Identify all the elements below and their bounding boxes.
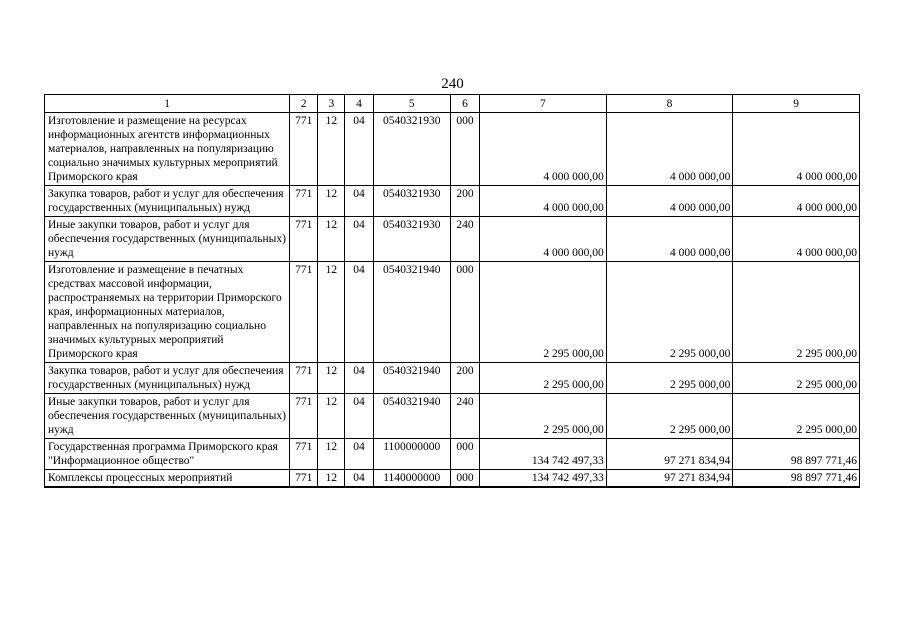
target-article-code: 0540321930	[373, 186, 450, 217]
table-row	[45, 113, 860, 186]
row-description: Изготовление и размещение в печатных средствах массовой информации, распространяемых на территории Приморского края, информационных материалов, направленных на популяризацию социально значимых культурных мероприятий Приморского края	[45, 262, 290, 363]
amount-col-7: 2 295 000,00	[480, 262, 607, 363]
section-code: 12	[318, 113, 345, 186]
amount-col-7: 2 295 000,00	[480, 363, 607, 394]
expense-type-code: 000	[450, 113, 479, 186]
amount-col-9: 4 000 000,00	[733, 113, 860, 186]
amount-col-9: 4 000 000,00	[733, 217, 860, 262]
table-header	[45, 95, 860, 113]
section-code: 12	[318, 439, 345, 470]
ministry-code: 771	[290, 186, 318, 217]
row-description: Закупка товаров, работ и услуг для обеспечения государственных (муниципальных) нужд	[45, 186, 290, 217]
expense-type-code: 000	[450, 262, 479, 363]
ministry-code: 771	[290, 394, 318, 439]
section-code: 12	[318, 363, 345, 394]
amount-col-9: 98 897 771,46	[733, 470, 860, 488]
target-article-code: 0540321940	[373, 363, 450, 394]
row-description: Закупка товаров, работ и услуг для обеспечения государственных (муниципальных) нужд	[45, 363, 290, 394]
amount-col-7: 4 000 000,00	[480, 217, 607, 262]
column-header-2: 2	[290, 95, 318, 113]
subsection-code: 04	[345, 439, 373, 470]
target-article-code: 0540321940	[373, 262, 450, 363]
header-row	[45, 95, 860, 113]
table-row	[45, 363, 860, 394]
column-header-7: 7	[480, 95, 607, 113]
amount-col-9: 2 295 000,00	[733, 262, 860, 363]
amount-col-7: 4 000 000,00	[480, 186, 607, 217]
target-article-code: 0540321930	[373, 113, 450, 186]
subsection-code: 04	[345, 394, 373, 439]
column-header-8: 8	[606, 95, 733, 113]
amount-col-9: 2 295 000,00	[733, 363, 860, 394]
ministry-code: 771	[290, 113, 318, 186]
ministry-code: 771	[290, 470, 318, 488]
column-header-1: 1	[45, 95, 290, 113]
column-header-6: 6	[450, 95, 479, 113]
row-description: Комплексы процессных мероприятий	[45, 470, 290, 488]
expense-type-code: 200	[450, 186, 479, 217]
subsection-code: 04	[345, 470, 373, 488]
ministry-code: 771	[290, 262, 318, 363]
column-header-9: 9	[733, 95, 860, 113]
section-code: 12	[318, 470, 345, 488]
ministry-code: 771	[290, 363, 318, 394]
budget-table	[44, 94, 860, 488]
expense-type-code: 000	[450, 470, 479, 488]
target-article-code: 1140000000	[373, 470, 450, 488]
row-description: Иные закупки товаров, работ и услуг для обеспечения государственных (муниципальных) нужд	[45, 394, 290, 439]
amount-col-9: 4 000 000,00	[733, 186, 860, 217]
subsection-code: 04	[345, 113, 373, 186]
ministry-code: 771	[290, 217, 318, 262]
ministry-code: 771	[290, 439, 318, 470]
amount-col-8: 4 000 000,00	[606, 186, 733, 217]
column-header-5: 5	[373, 95, 450, 113]
target-article-code: 0540321940	[373, 394, 450, 439]
amount-col-8: 2 295 000,00	[606, 363, 733, 394]
section-code: 12	[318, 186, 345, 217]
table-body	[45, 113, 860, 488]
table-row	[45, 217, 860, 262]
row-description: Иные закупки товаров, работ и услуг для обеспечения государственных (муниципальных) нужд	[45, 217, 290, 262]
table-row	[45, 262, 860, 363]
expense-type-code: 240	[450, 217, 479, 262]
amount-col-8: 4 000 000,00	[606, 217, 733, 262]
table-row	[45, 439, 860, 470]
target-article-code: 1100000000	[373, 439, 450, 470]
subsection-code: 04	[345, 217, 373, 262]
section-code: 12	[318, 262, 345, 363]
table-row	[45, 394, 860, 439]
row-description: Государственная программа Приморского края "Информационное общество"	[45, 439, 290, 470]
subsection-code: 04	[345, 363, 373, 394]
expense-type-code: 200	[450, 363, 479, 394]
column-header-3: 3	[318, 95, 345, 113]
subsection-code: 04	[345, 262, 373, 363]
amount-col-7: 134 742 497,33	[480, 439, 607, 470]
amount-col-7: 2 295 000,00	[480, 394, 607, 439]
table-row	[45, 470, 860, 488]
amount-col-8: 97 271 834,94	[606, 470, 733, 488]
target-article-code: 0540321930	[373, 217, 450, 262]
section-code: 12	[318, 217, 345, 262]
row-description: Изготовление и размещение на ресурсах информационных агентств информационных материалов, направленных на популяризацию социально значимых культурных мероприятий Приморского края	[45, 113, 290, 186]
page-number: 240	[441, 76, 464, 92]
subsection-code: 04	[345, 186, 373, 217]
amount-col-7: 4 000 000,00	[480, 113, 607, 186]
amount-col-9: 2 295 000,00	[733, 394, 860, 439]
amount-col-8: 97 271 834,94	[606, 439, 733, 470]
expense-type-code: 240	[450, 394, 479, 439]
expense-type-code: 000	[450, 439, 479, 470]
amount-col-8: 4 000 000,00	[606, 113, 733, 186]
amount-col-9: 98 897 771,46	[733, 439, 860, 470]
table-row	[45, 186, 860, 217]
amount-col-7: 134 742 497,33	[480, 470, 607, 488]
amount-col-8: 2 295 000,00	[606, 394, 733, 439]
amount-col-8: 2 295 000,00	[606, 262, 733, 363]
section-code: 12	[318, 394, 345, 439]
column-header-4: 4	[345, 95, 373, 113]
